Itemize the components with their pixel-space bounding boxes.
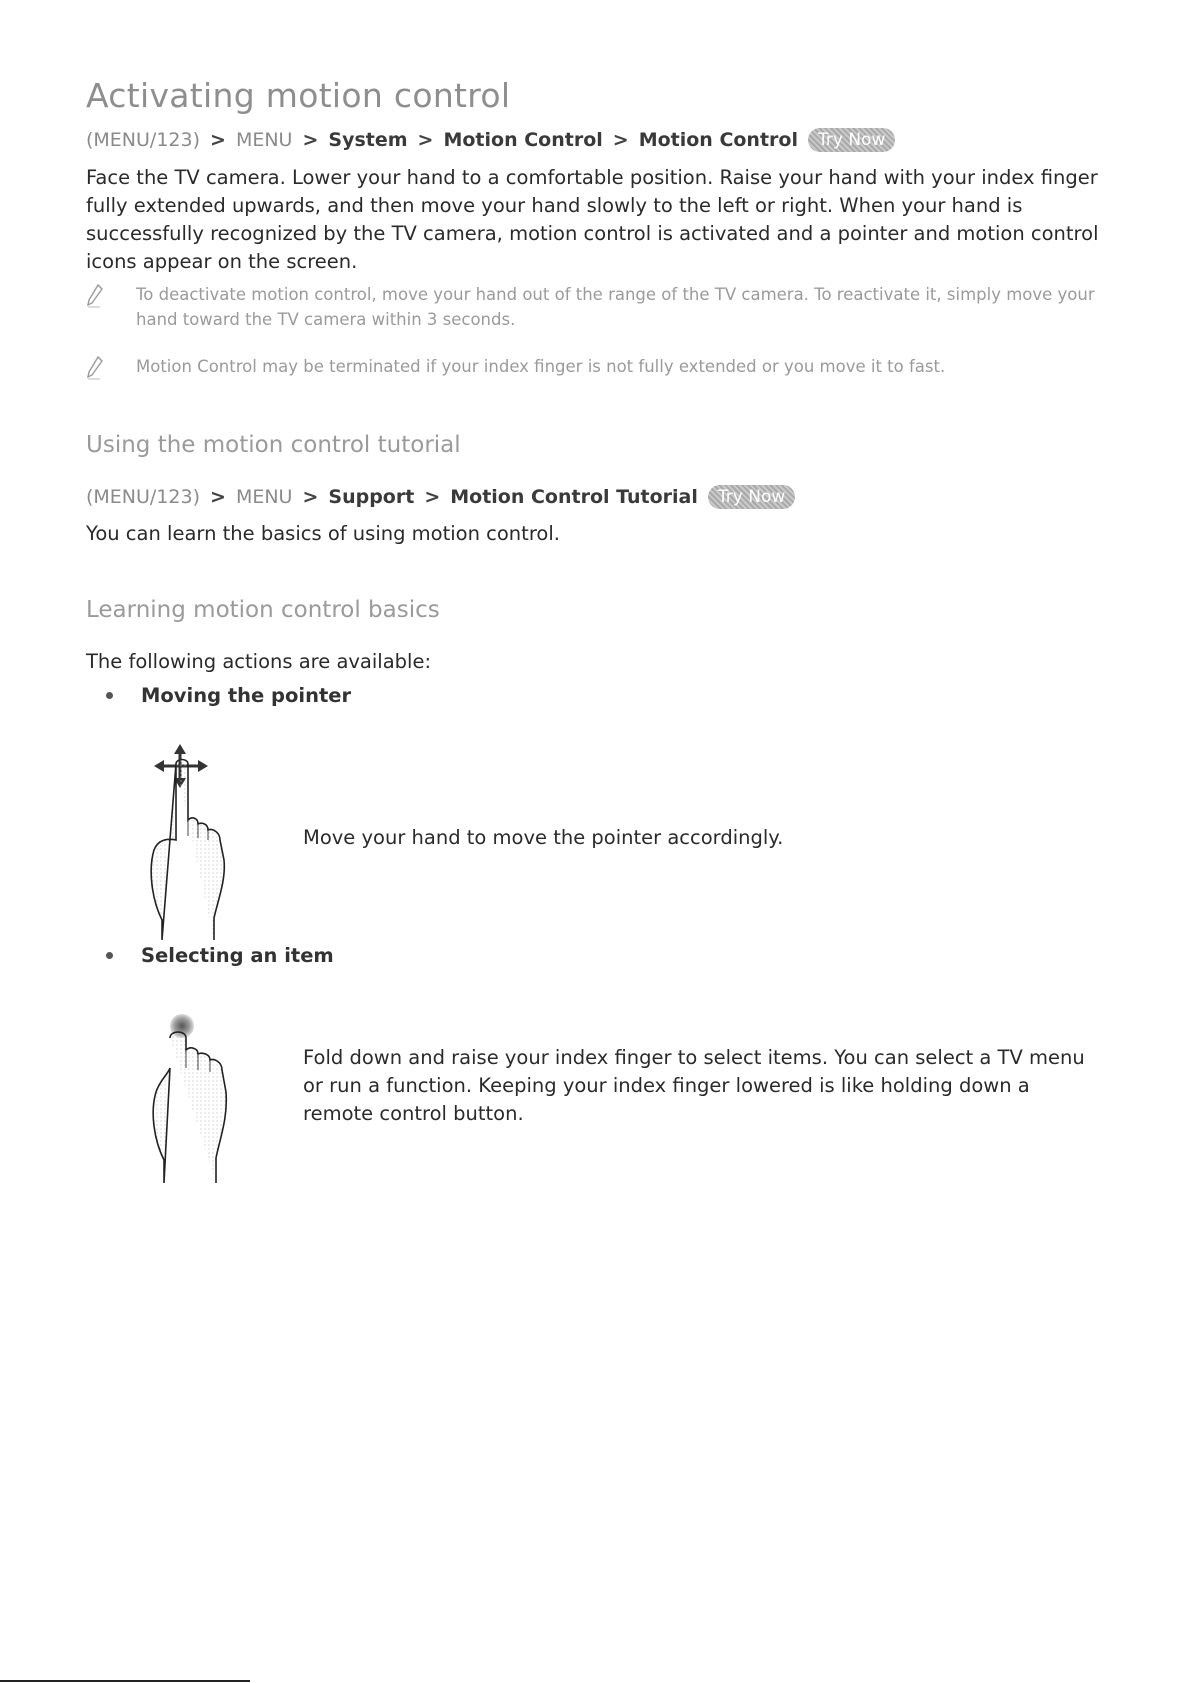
list-item-moving-pointer bbox=[106, 684, 351, 707]
path-separator: > bbox=[302, 129, 319, 151]
list-item-label: Moving the pointer bbox=[141, 684, 352, 707]
try-now-button[interactable]: Try Now bbox=[708, 485, 795, 509]
path-separator: > bbox=[612, 129, 629, 151]
pencil-note-icon bbox=[86, 282, 136, 332]
selecting-item-description: Fold down and raise your index finger to select items. You can select a TV menu or run a function. Keeping your index finger lowered is like holding down a remote control button. bbox=[303, 1046, 1085, 1125]
pencil-note-icon bbox=[86, 354, 136, 384]
path-separator: > bbox=[210, 486, 226, 508]
note-deactivate bbox=[86, 282, 1096, 332]
path-motion-control-final: Motion Control bbox=[638, 129, 798, 151]
list-item-label: Selecting an item bbox=[141, 944, 334, 967]
activation-instructions: Face the TV camera. Lower your hand to a comfortable position. Raise your hand with your index finger fully extended upwards, and then move your hand slowly to the left or right. When your hand is successfully recognized by the TV camera, motion control is activated and a pointer and motion control icons appear on the screen. bbox=[86, 166, 1099, 273]
path-separator: > bbox=[417, 129, 434, 151]
path-separator: > bbox=[424, 486, 441, 508]
menu-path-tutorial bbox=[86, 485, 795, 509]
hand-select-icon bbox=[140, 1008, 250, 1187]
note-terminated bbox=[86, 354, 1096, 384]
try-now-button[interactable]: Try Now bbox=[808, 128, 895, 152]
moving-pointer-description: Move your hand to move the pointer accordingly. bbox=[303, 826, 784, 849]
list-item-selecting-item bbox=[106, 944, 334, 967]
path-menu123: (MENU/123) bbox=[86, 129, 201, 151]
path-menu: MENU bbox=[235, 129, 293, 151]
path-system: System bbox=[328, 129, 408, 151]
tutorial-description: You can learn the basics of using motion control. bbox=[86, 522, 560, 545]
section-title-activating: Activating motion control bbox=[86, 76, 511, 115]
section-title-tutorial: Using the motion control tutorial bbox=[86, 432, 461, 458]
path-menu: MENU bbox=[235, 486, 293, 508]
path-separator: > bbox=[302, 486, 319, 508]
path-motion-control: Motion Control bbox=[443, 129, 603, 151]
bullet-dot bbox=[106, 692, 113, 699]
path-support: Support bbox=[328, 486, 415, 508]
bullet-dot bbox=[106, 952, 113, 959]
path-menu123: (MENU/123) bbox=[86, 486, 201, 508]
footer-rule bbox=[0, 1680, 250, 1682]
note-text: To deactivate motion control, move your hand out of the range of the TV camera. To reactivate it, simply move your hand toward the TV camera within 3 seconds. bbox=[136, 285, 1095, 329]
hand-pointer-arrows-icon bbox=[140, 740, 250, 944]
section-title-basics: Learning motion control basics bbox=[86, 597, 440, 623]
note-text: Motion Control may be terminated if your index finger is not fully extended or you move it to fast. bbox=[136, 357, 946, 376]
path-separator: > bbox=[210, 129, 226, 151]
actions-intro: The following actions are available: bbox=[86, 650, 432, 673]
menu-path-motion-control bbox=[86, 128, 895, 152]
path-motion-control-tutorial: Motion Control Tutorial bbox=[450, 486, 698, 508]
